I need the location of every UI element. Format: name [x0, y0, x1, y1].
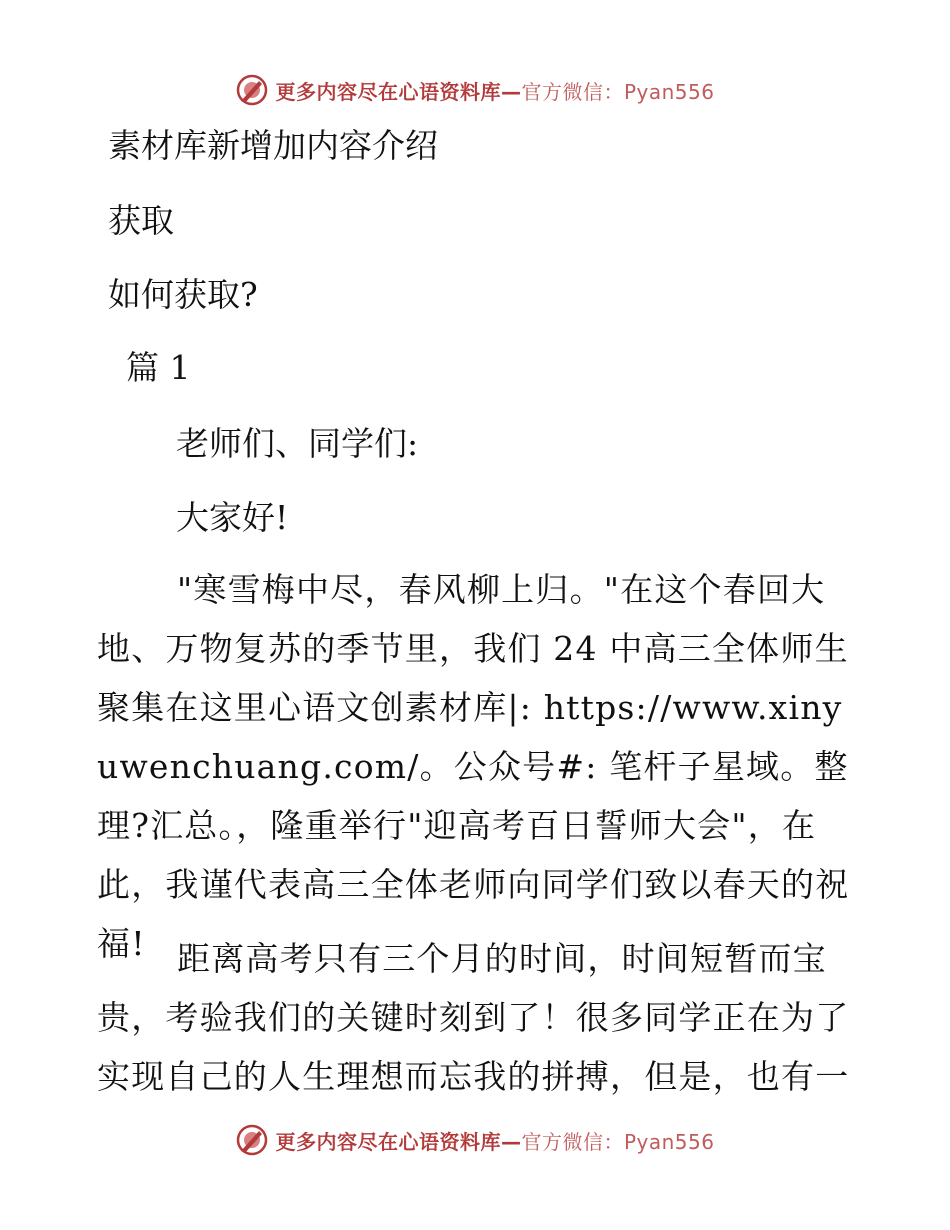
quill-seal-icon [235, 1123, 269, 1157]
watermark-text: 更多内容尽在心语资料库—官方微信：Pyan556 [275, 79, 715, 104]
salutation-greeting: 大家好! [176, 498, 289, 537]
footer-watermark [0, 1120, 950, 1160]
header-watermark [0, 70, 950, 110]
quill-seal-icon [235, 73, 269, 107]
heading-library-intro: 素材库新增加内容介绍 [108, 126, 438, 165]
body-paragraph-2: 距离高考只有三个月的时间，时间短暂而宝贵，考验我们的关键时刻到了！很多同学正在为了实现自己的人生理想而忘我的拼搏，但是，也有一 [97, 939, 850, 1096]
heading-obtain: 获取 [108, 201, 174, 240]
salutation-teachers-students: 老师们、同学们: [176, 424, 419, 463]
heading-how-to-obtain: 如何获取? [108, 275, 258, 314]
heading-part-1: 篇 1 [126, 348, 191, 387]
watermark-text: 更多内容尽在心语资料库—官方微信：Pyan556 [275, 1129, 715, 1154]
body-paragraph-1: "寒雪梅中尽，春风柳上归。"在这个春回大地、万物复苏的季节里，我们 24 中高三全体师生聚集在这里心语文创素材库|: https://www.xinyuwenchuang.com/。公众号#: 笔杆子星域。整理?汇总。，隆重举行"迎高考百日誓师大会"，在此，我谨代表高三全体老师向同学们致以春天的祝福! [97, 570, 850, 963]
